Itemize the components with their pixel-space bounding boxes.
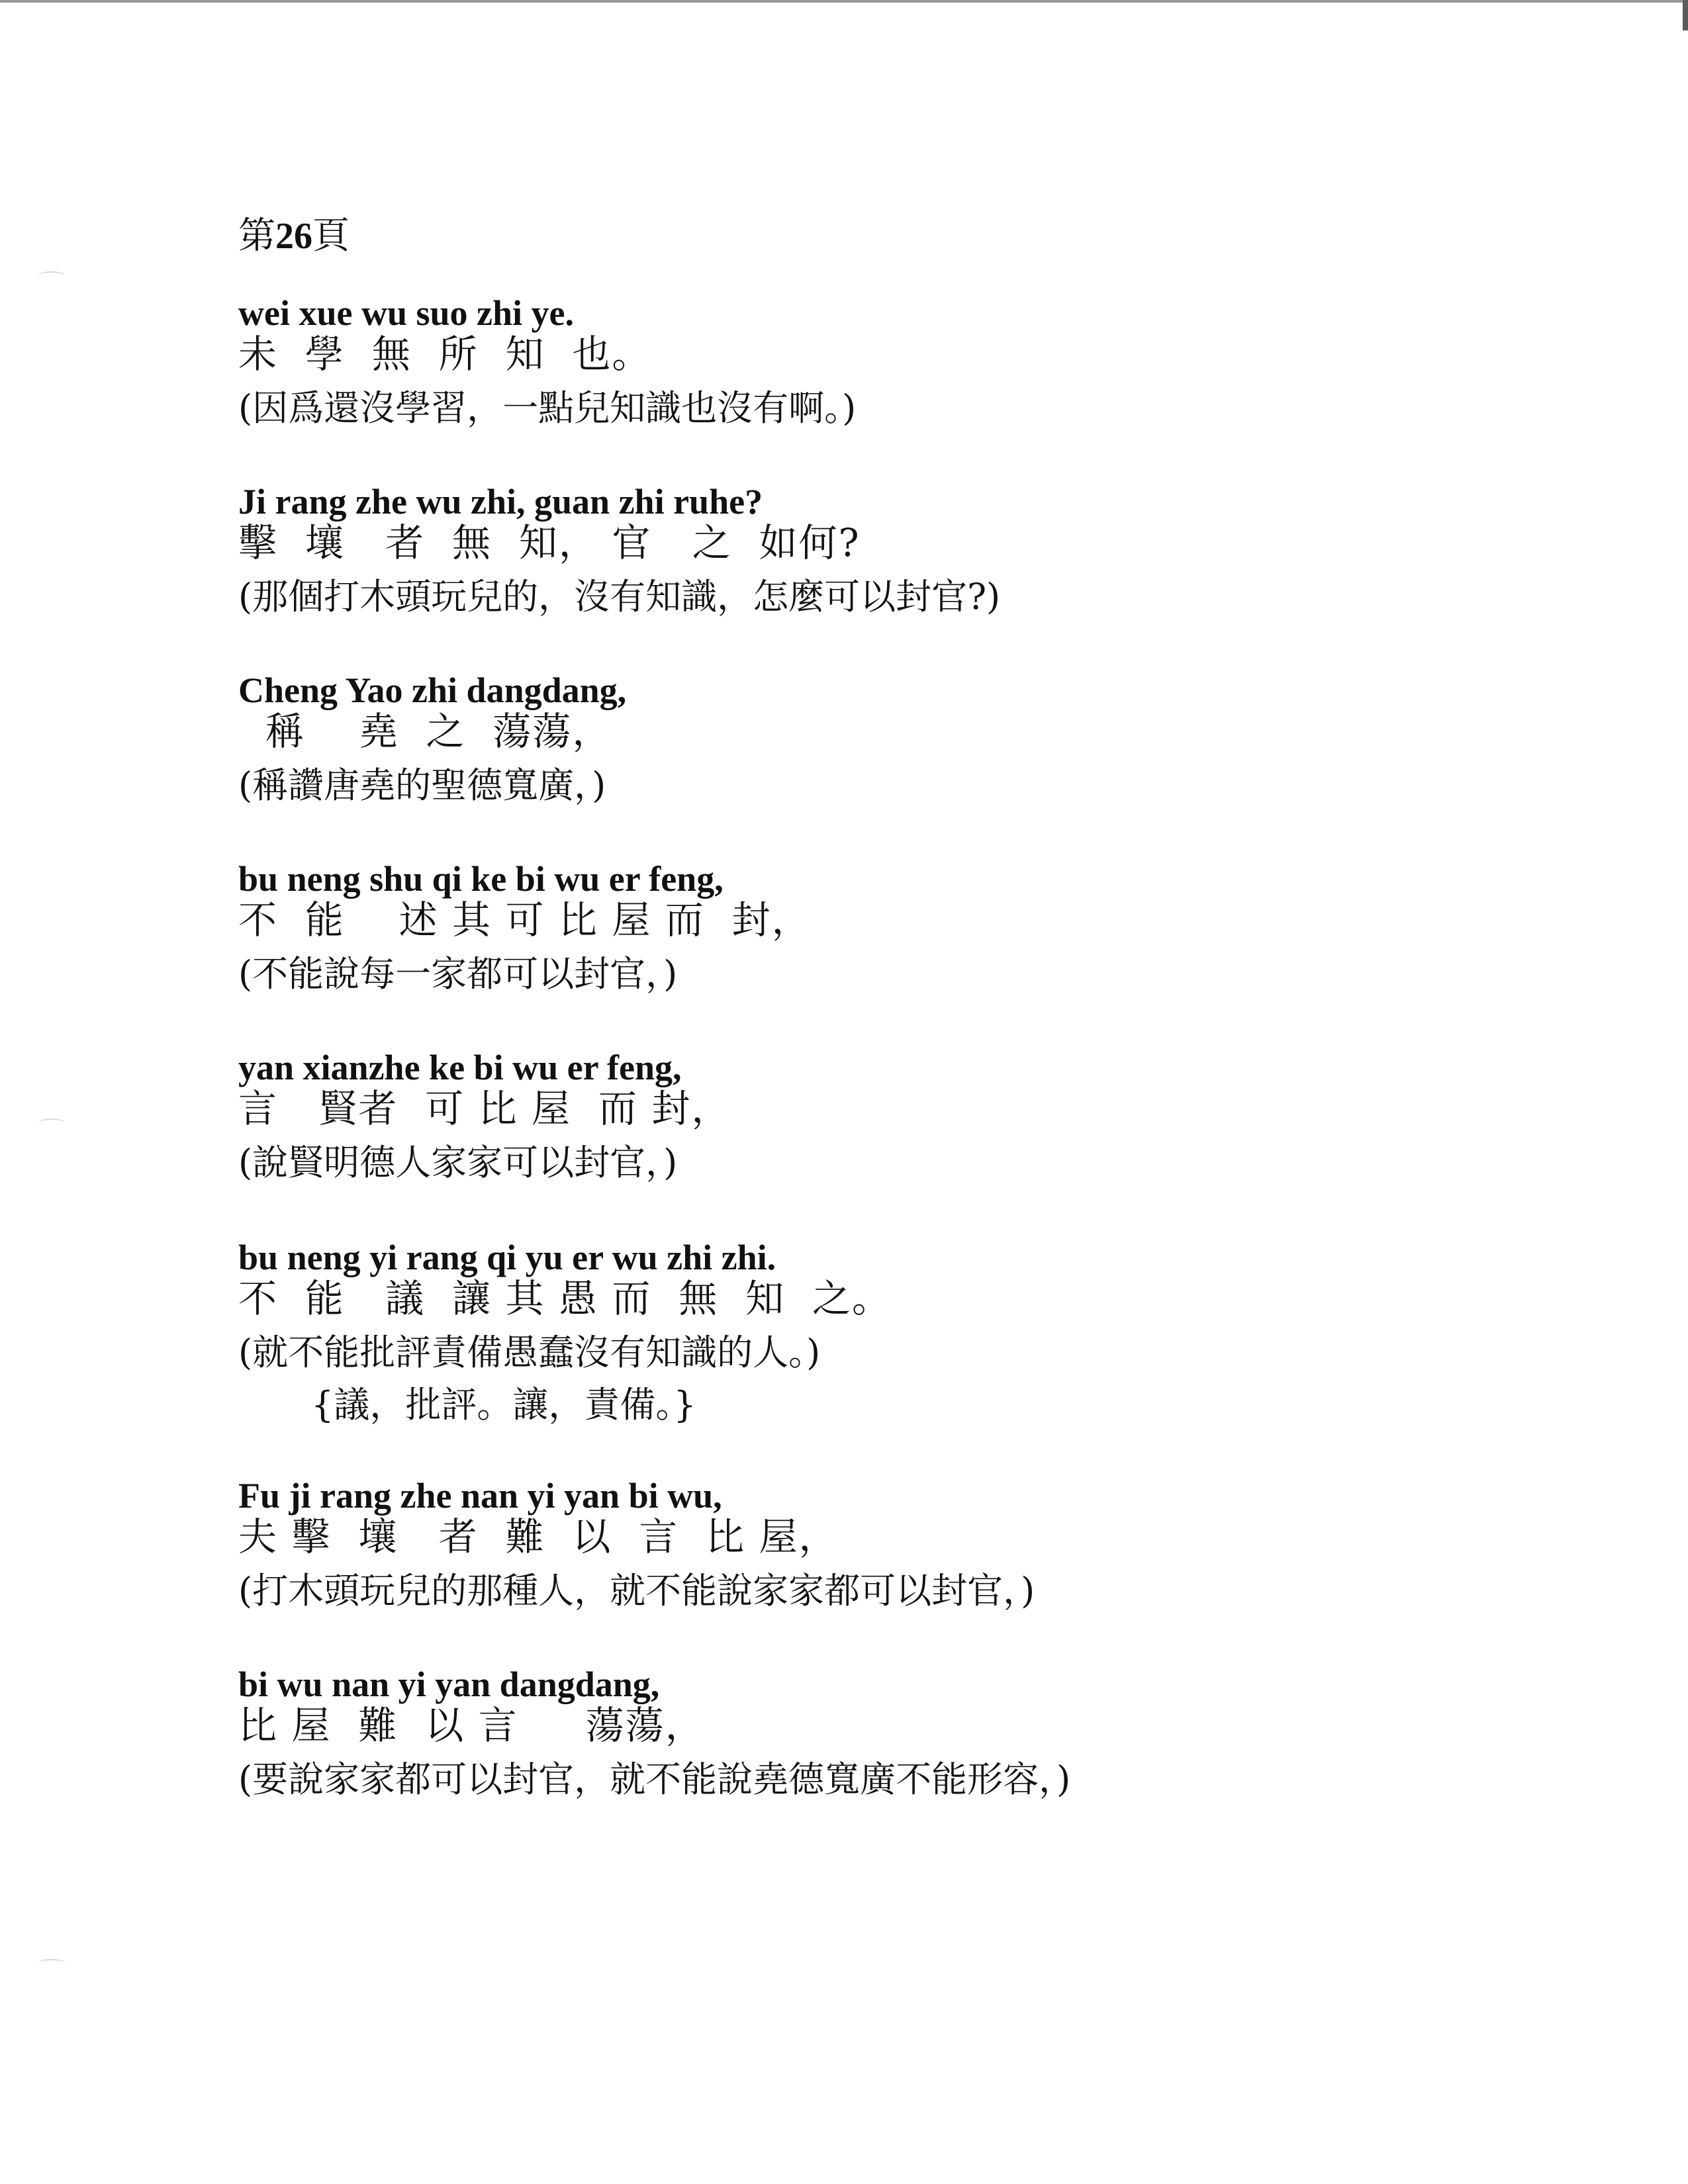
chinese-line: 稱 堯 之 蕩蕩， bbox=[238, 709, 612, 754]
translation-line: (就不能批評責備愚蠢沒有知識的人。) bbox=[238, 1332, 821, 1373]
translation-line: (因爲還沒學習，一點兒知識也沒有啊。) bbox=[238, 387, 857, 429]
chinese-line: 夫 擊 壤 者 難 以 言 比 屋， bbox=[238, 1514, 839, 1559]
translation-line: (稱讚唐堯的聖德寬廣，) bbox=[238, 764, 606, 806]
pinyin-line: Cheng Yao zhi dangdang, bbox=[238, 670, 627, 710]
pinyin-line: Ji rang zhe wu zhi, guan zhi ruhe? bbox=[238, 482, 763, 522]
pinyin-line: bu neng yi rang qi yu er wu zhi zhi. bbox=[238, 1238, 776, 1277]
pinyin-line: bi wu nan yi yan dangdang, bbox=[238, 1664, 660, 1704]
punch-hole-mark bbox=[38, 1118, 65, 1126]
heading-suffix: 頁 bbox=[312, 214, 350, 257]
pinyin-line: Fu ji rang zhe nan yi yan bi wu, bbox=[238, 1476, 722, 1516]
translation-line: (那個打木頭玩兒的，沒有知識，怎麼可以封官?) bbox=[238, 576, 1001, 617]
pinyin-line: wei xue wu suo zhi ye. bbox=[238, 293, 575, 333]
punch-hole-mark bbox=[38, 1959, 65, 1967]
page-heading bbox=[238, 206, 350, 259]
gloss-note: {議，批評。讓，責備。} bbox=[311, 1384, 696, 1426]
stanza bbox=[238, 1018, 1463, 1190]
translation-line: (不能說每一家都可以封官，) bbox=[238, 953, 678, 995]
heading-prefix: 第 bbox=[238, 214, 275, 257]
scan-top-edge bbox=[0, 0, 1688, 3]
chinese-line: 言 賢者 可 比 屋 而 封， bbox=[238, 1086, 731, 1131]
stanza bbox=[238, 1635, 1463, 1807]
translation-line: (要說家家都可以封官，就不能說堯德寬廣不能形容，) bbox=[238, 1758, 1071, 1800]
stanza bbox=[238, 829, 1463, 1001]
pinyin-line: yan xianzhe ke bi wu er feng, bbox=[238, 1048, 682, 1087]
stanza bbox=[238, 1446, 1463, 1618]
translation-line: (打木頭玩兒的那種人，就不能說家家都可以封官，) bbox=[238, 1570, 1035, 1612]
heading-number: 26 bbox=[275, 216, 312, 257]
stanza bbox=[238, 641, 1463, 813]
pinyin-line: bu neng shu qi ke bi wu er feng, bbox=[238, 859, 724, 899]
chinese-line: 不 能 述 其 可 比 屋 而 封， bbox=[238, 897, 812, 942]
chinese-line: 擊 壤 者 無 知， 官 之 如何? bbox=[238, 520, 861, 565]
chinese-line: 比 屋 難 以 言 蕩蕩， bbox=[238, 1703, 705, 1748]
punch-hole-mark bbox=[38, 271, 65, 279]
chinese-line: 不 能 議 讓 其 愚 而 無 知 之。 bbox=[238, 1276, 892, 1321]
chinese-line: 未 學 無 所 知 也。 bbox=[238, 332, 652, 377]
stanza bbox=[238, 263, 1463, 435]
stanza bbox=[238, 452, 1463, 624]
stanza bbox=[238, 1208, 1463, 1430]
translation-line: (說賢明德人家家可以封官，) bbox=[238, 1142, 678, 1183]
scan-right-edge bbox=[1683, 0, 1688, 30]
